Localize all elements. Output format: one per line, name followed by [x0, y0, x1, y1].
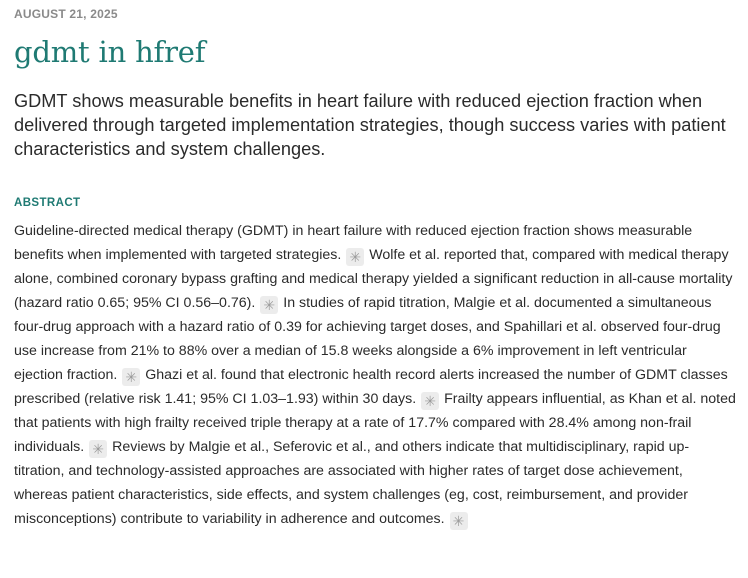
summary-text: GDMT shows measurable benefits in heart failure with reduced ejection fraction when delivered through targeted implementation strategies, though success varies with patient characteristics and system challenges. — [14, 91, 726, 159]
article — [14, 0, 736, 531]
citation-icon[interactable]: ✳ — [346, 248, 364, 266]
citation-icon[interactable]: ✳ — [450, 512, 468, 530]
publication-date: AUGUST 21, 2025 — [14, 7, 118, 21]
citation-icon[interactable]: ✳ — [260, 296, 278, 314]
abstract-sentence: Guideline-directed medical therapy (GDMT) in heart failure with reduced ejection fraction shows measurable benefits when implemented with targeted strategies. — [14, 223, 693, 263]
abstract-sentence: In studies of rapid titration, Malgie et al. documented a simultaneous four-drug approach with a hazard ratio of 0.39 for achieving target doses, and Spahillari et al. observed four-drug use increase from 21% to 88% over a median of 15.8 weeks alongside a 6% improvement in left ventricular ejection fraction. — [14, 295, 721, 383]
citation-icon[interactable]: ✳ — [89, 440, 107, 458]
abstract-body — [14, 219, 736, 531]
citation-icon[interactable]: ✳ — [421, 392, 439, 410]
abstract-heading: ABSTRACT — [14, 197, 81, 209]
abstract-sentence: Frailty appears influential, as Khan et al. noted that patients with high frailty received triple therapy at a rate of 17.7% compared with 28.4% among non-frail individuals. — [14, 391, 736, 455]
page-title: gdmt in hfref — [14, 35, 206, 69]
abstract-sentence: Reviews by Malgie et al., Seferovic et al., and others indicate that multidisciplinary, rapid up-titration, and technology-assisted approaches are associated with higher rates of target dose achievement, whereas patient characteristics, side effects, and system challenges (eg, cost, reimbursement, and provider misconceptions) contribute to variability in adherence and outcomes. — [14, 439, 690, 527]
citation-icon[interactable]: ✳ — [122, 368, 140, 386]
abstract-sentence: Wolfe et al. reported that, compared with medical therapy alone, combined coronary bypass grafting and medical therapy yielded a significant reduction in all-cause mortality (hazard ratio 0.65; 95% CI 0.56–0.76). — [14, 247, 733, 311]
abstract-sentence: Ghazi et al. found that electronic health record alerts increased the number of GDMT classes prescribed (relative risk 1.41; 95% CI 1.03–1.93) within 30 days. — [14, 367, 728, 407]
